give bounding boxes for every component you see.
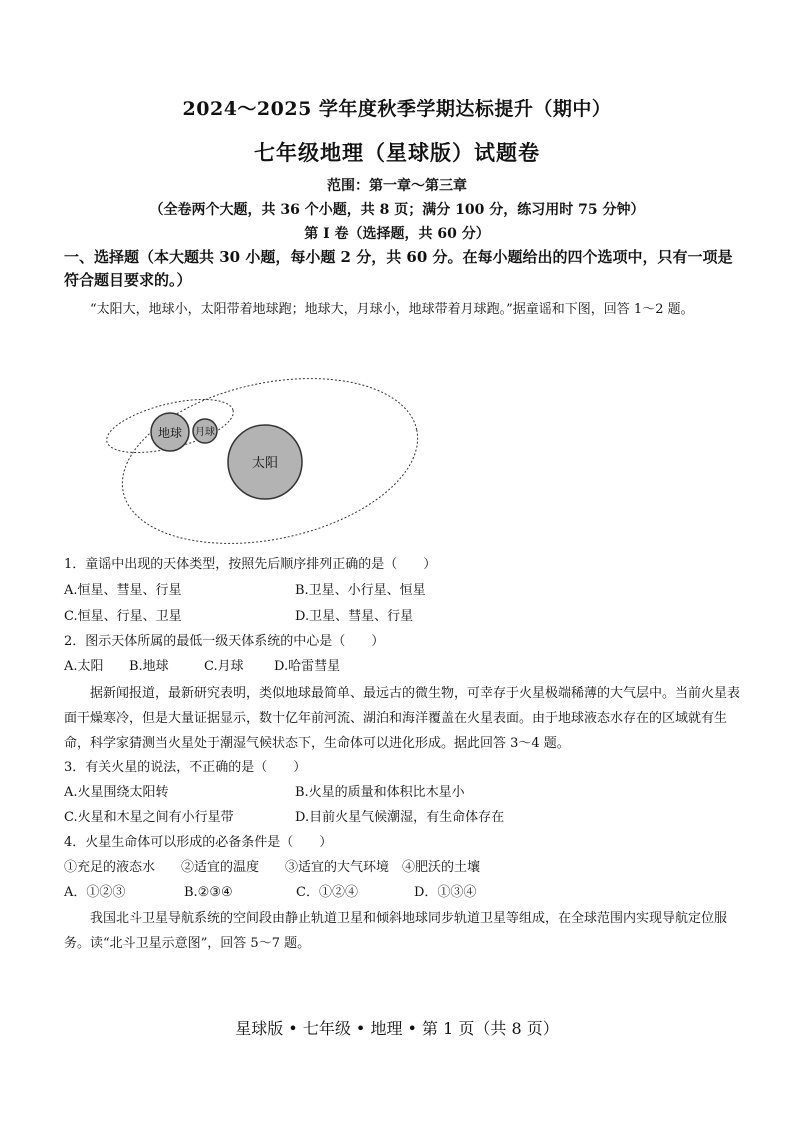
q2-option-a[interactable]: A.太阳 xyxy=(64,659,104,674)
q3-option-b[interactable]: B.火星的质量和体积比木星小 xyxy=(295,785,465,800)
q3-option-a[interactable]: A.火星围绕太阳转 xyxy=(64,785,169,800)
question-2-options-row xyxy=(64,657,740,677)
exam-subtitle: 七年级地理（星球版）试题卷 xyxy=(254,140,540,165)
page-footer: 星球版 • 七年级 • 地理 • 第 1 页（共 8 页） xyxy=(235,1019,559,1038)
sun-label: 太阳 xyxy=(251,456,279,471)
question-3-options-row-1 xyxy=(64,783,740,803)
q4-option-d[interactable]: D．①③④ xyxy=(414,885,477,900)
intro-paragraph-3: 我国北斗卫星导航系统的空间段由静止轨道卫星和倾斜地球同步轨道卫星等组成，在全球范围内实现导航定位服务。读“北斗卫星示意图”，回答 5～7 题。 xyxy=(64,911,728,951)
q2-option-b[interactable]: B.地球 xyxy=(129,659,169,674)
question-4-conditions: ①充足的液态水 ②适宜的温度 ③适宜的大气环境 ④肥沃的土壤 xyxy=(64,860,481,875)
q3-option-d[interactable]: D.目前火星气候潮湿，有生命体存在 xyxy=(295,810,505,825)
exam-scope: 范围：第一章～第三章 xyxy=(327,178,467,194)
sun-earth-moon-diagram xyxy=(100,356,420,546)
volume-heading: 第 I 卷（选择题，共 60 分） xyxy=(304,226,490,242)
section-heading: 一、选择题（本大题共 30 小题，每小题 2 分，共 60 分。在每小题给出的四个选项中，只有一项是符合题目要求的。） xyxy=(64,248,733,289)
question-4-stem: 4．火星生命体可以形成的必备条件是（ ） xyxy=(64,835,333,850)
q1-option-b[interactable]: B.卫星、小行星、恒星 xyxy=(295,583,426,598)
earth-label: 地球 xyxy=(157,426,183,440)
question-4-options-row xyxy=(64,883,740,903)
question-1-options-row-2 xyxy=(64,607,740,627)
q1-option-a[interactable]: A.恒星、彗星、行星 xyxy=(64,583,182,598)
q4-option-b[interactable]: B.②③④ xyxy=(184,885,233,900)
exam-note: （全卷两个大题，共 36 个小题，共 8 页；满分 100 分，练习用时 75 分钟） xyxy=(149,202,645,218)
q4-option-a[interactable]: A．①②③ xyxy=(64,885,126,900)
question-1-stem: 1．童谣中出现的天体类型，按照先后顺序排列正确的是（ ） xyxy=(64,557,437,572)
exam-title: 2024～2025 学年度秋季学期达标提升（期中） xyxy=(182,98,612,120)
moon-label: 月球 xyxy=(195,427,215,438)
intro-paragraph-1: “太阳大，地球小，太阳带着地球跑；地球大，月球小，地球带着月球跑。”据童谣和下图，回答 1～2 题。 xyxy=(90,302,694,317)
q4-option-c[interactable]: C．①②④ xyxy=(296,885,358,900)
q2-option-d[interactable]: D.哈雷彗星 xyxy=(274,659,341,674)
question-2-stem: 2．图示天体所属的最低一级天体系统的中心是（ ） xyxy=(64,634,385,649)
question-3-options-row-2 xyxy=(64,808,740,828)
q1-option-d[interactable]: D.卫星、彗星、行星 xyxy=(295,609,414,624)
question-3-stem: 3．有关火星的说法，不正确的是（ ） xyxy=(64,760,307,775)
intro-paragraph-2: 据新闻报道，最新研究表明，类似地球最简单、最远古的微生物，可幸存于火星极端稀薄的大气层中。当前火星表面干燥寒冷，但是大量证据显示，数十亿年前河流、湖泊和海洋覆盖在火星表面。由于地球液态水存在的区域就有生命，科学家猜测当火星处于潮湿气候状态下，生命体可以进化形成。据此回答 3～4 题。 xyxy=(64,686,741,751)
q1-option-c[interactable]: C.恒星、行星、卫星 xyxy=(64,609,182,624)
q3-option-c[interactable]: C.火星和木星之间有小行星带 xyxy=(64,810,234,825)
q2-option-c[interactable]: C.月球 xyxy=(204,659,244,674)
question-1-options-row-1 xyxy=(64,581,740,601)
